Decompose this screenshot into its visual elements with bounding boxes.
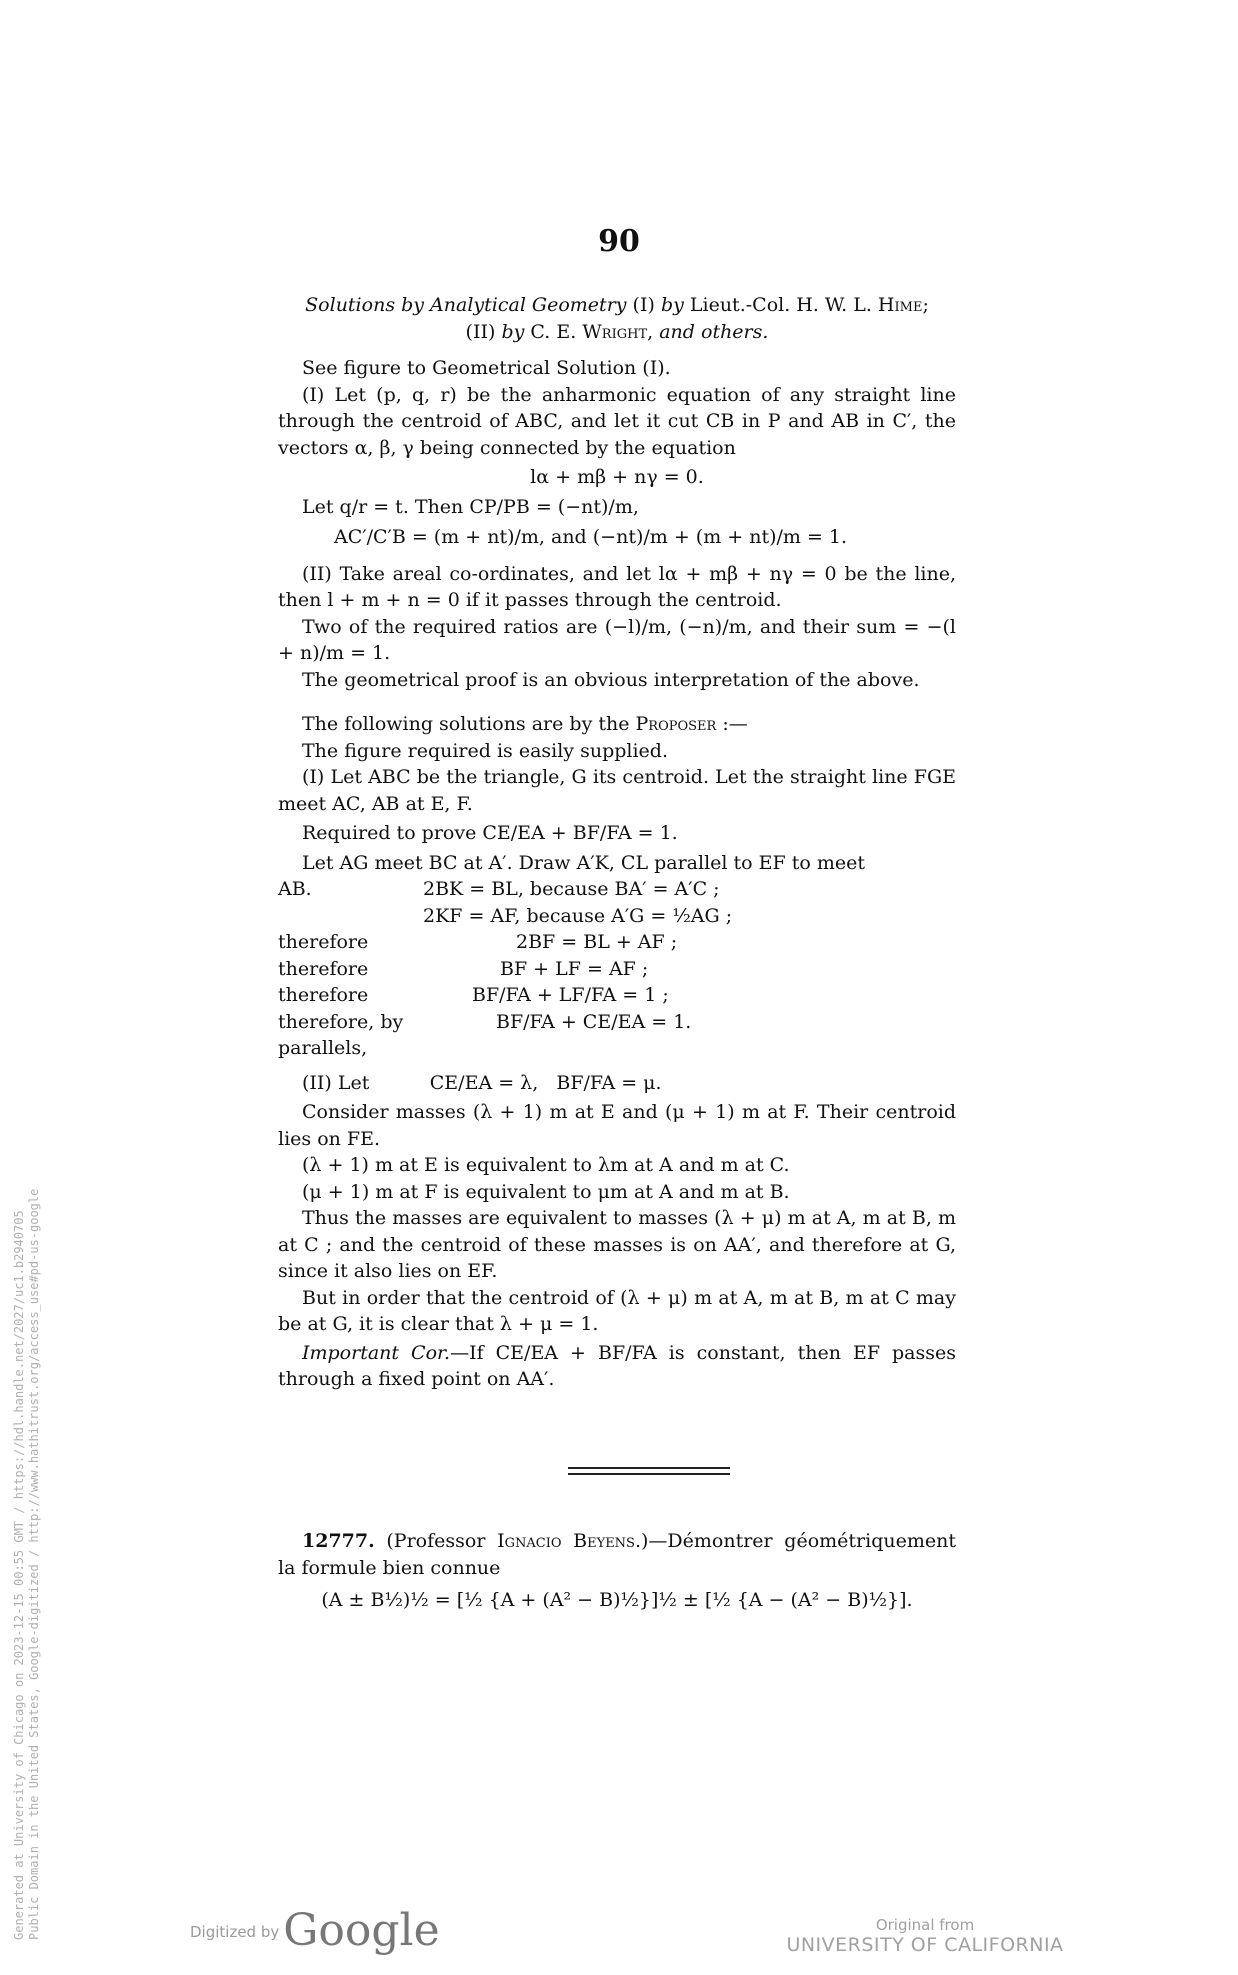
paragraph: But in order that the centroid of (λ + μ) m at A, m at B, m at C may be at G, it is clear that λ + μ = 1. bbox=[278, 1286, 956, 1335]
section-divider bbox=[568, 1473, 730, 1475]
derivation-expr: BF/FA + CE/EA = 1. bbox=[496, 1010, 692, 1033]
paragraph: (II) Let CE/EA = λ, BF/FA = μ. bbox=[302, 1071, 662, 1094]
problem-section bbox=[278, 1528, 956, 1614]
equation: lα + mβ + nγ = 0. bbox=[530, 466, 704, 488]
derivation-expr: BF/FA + LF/FA = 1 ; bbox=[472, 984, 669, 1006]
page-number: 90 bbox=[598, 224, 640, 259]
equation: AC′/C′B = (m + nt)/m, and (−nt)/m + (m + nt)/m = 1. bbox=[334, 526, 848, 548]
heading-punct: ; bbox=[922, 294, 929, 316]
paragraph: (I) Let ABC be the triangle, G its centroid. Let the straight line FGE meet AC, AB at E, F. bbox=[278, 766, 956, 815]
derivation-expr: 2BF = BL + AF ; bbox=[516, 931, 678, 953]
section-heading-line-1 bbox=[278, 292, 956, 319]
heading-by: by bbox=[501, 320, 525, 343]
derivation-row bbox=[278, 956, 956, 983]
proposer-label: Proposer bbox=[635, 713, 717, 735]
paragraph: The geometrical proof is an obvious interpretation of the above. bbox=[302, 668, 920, 691]
derivation-row bbox=[278, 876, 956, 903]
paragraph: (II) Take areal co-ordinates, and let lα + mβ + nγ = 0 be the line, then l + m + n = 0 if it passes through the centroid. bbox=[278, 562, 956, 611]
derivation-label: therefore, by parallels, bbox=[278, 1010, 404, 1059]
heading-author-prefix: C. E. bbox=[524, 320, 583, 343]
derivation-label: therefore bbox=[278, 931, 369, 953]
heading-title: Solutions by Analytical Geometry bbox=[305, 294, 627, 316]
derivation-label bbox=[278, 903, 423, 930]
digitized-by-text: Digitized by bbox=[190, 1923, 280, 1941]
paragraph: (I) Let (p, q, r) be the anharmonic equation of any straight line through the centroid of ABC, and let it cut CB in P and AB in C′, the vectors α, β, γ being connected by the equation bbox=[278, 383, 956, 459]
university-name: UNIVERSITY OF CALIFORNIA bbox=[786, 1934, 1064, 1956]
original-from-text: Original from bbox=[875, 1916, 975, 1934]
problem-text: (Professor bbox=[374, 1530, 498, 1552]
paragraph: Let AG meet BC at A′. Draw A′K, CL parallel to EF to meet bbox=[302, 851, 865, 874]
corollary bbox=[278, 1340, 956, 1393]
problem-text: .)—Démontrer géométriquement la formule bien connue bbox=[278, 1530, 956, 1579]
problem-statement bbox=[278, 1528, 956, 1581]
paragraph: Thus the masses are equivalent to masses (λ + μ) m at A, m at B, m at C ; and the centroid of these masses is on AA′, and therefore at G, since it also lies on EF. bbox=[278, 1207, 956, 1282]
heading-author-name: Hime bbox=[877, 294, 923, 316]
problem-author: Ignacio Beyens bbox=[497, 1530, 635, 1552]
section-heading-line-2 bbox=[278, 319, 956, 346]
derivation-expr: 2BK = BL, because BA′ = A′C ; bbox=[423, 878, 720, 900]
digitized-by-google bbox=[190, 1905, 440, 1956]
watermark-line: Generated at University of Chicago on 2023-12-15 00:55 GMT / https://hdl.handle.net/2027/uc1.b2940705 bbox=[12, 1210, 26, 1940]
derivation-expr: 2KF = AF, because A′G = ½AG ; bbox=[423, 904, 733, 927]
heading-text: (II) bbox=[465, 320, 502, 343]
heading-punct: , bbox=[647, 320, 660, 343]
heading-text: (I) bbox=[626, 294, 661, 316]
heading-author-prefix: Lieut.-Col. H. W. L. bbox=[683, 294, 878, 316]
paragraph: The figure required is easily supplied. bbox=[302, 739, 668, 762]
heading-author-name: Wright bbox=[582, 320, 648, 343]
paragraph: Required to prove CE/EA + BF/FA = 1. bbox=[302, 822, 678, 844]
derivation-row bbox=[278, 903, 956, 930]
heading-others: and others. bbox=[659, 320, 769, 343]
corollary-text: —If CE/EA + BF/FA is constant, then EF passes through a fixed point on AA′. bbox=[278, 1341, 957, 1390]
section-divider bbox=[568, 1467, 730, 1469]
derivation-expr: BF + LF = AF ; bbox=[500, 957, 649, 980]
derivation-row bbox=[278, 1009, 956, 1062]
derivation-label: therefore bbox=[278, 957, 369, 980]
corollary-label: Important Cor. bbox=[302, 1341, 451, 1364]
proposer-intro-punct: :— bbox=[716, 713, 748, 735]
paragraph: (λ + 1) m at E is equivalent to λm at A and m at C. bbox=[302, 1154, 790, 1176]
derivation bbox=[278, 876, 956, 1062]
paragraph: Let q/r = t. Then CP/PB = (−nt)/m, bbox=[302, 495, 639, 518]
original-from bbox=[770, 1916, 1080, 1956]
derivation-label: AB. bbox=[278, 878, 312, 900]
watermark-line: Public Domain in the United States, Google-digitized / http://www.hathitrust.org/access_use#pd-us-google bbox=[27, 1188, 41, 1940]
proposer-intro-text: The following solutions are by the bbox=[302, 713, 636, 735]
paragraph: (μ + 1) m at F is equivalent to μm at A and m at B. bbox=[302, 1180, 790, 1203]
paragraph: Two of the required ratios are (−l)/m, (−n)/m, and their sum = −(l + n)/m = 1. bbox=[278, 615, 956, 664]
problem-formula: (A ± B½)½ = [½ {A + (A² − B)½}]½ ± [½ {A − (A² − B)½}]. bbox=[321, 1589, 913, 1611]
proposer-intro bbox=[278, 711, 956, 738]
derivation-row bbox=[278, 929, 956, 956]
access-watermark bbox=[12, 1189, 42, 1940]
google-logo: Google bbox=[283, 1905, 440, 1956]
problem-number: 12777. bbox=[302, 1530, 375, 1552]
page-content bbox=[278, 292, 956, 1393]
paragraph: Consider masses (λ + 1) m at E and (μ + 1) m at F. Their centroid lies on FE. bbox=[278, 1101, 956, 1150]
heading-by: by bbox=[660, 294, 684, 316]
derivation-row bbox=[278, 982, 956, 1009]
derivation-label: therefore bbox=[278, 984, 369, 1006]
paragraph: See figure to Geometrical Solution (I). bbox=[302, 357, 671, 379]
